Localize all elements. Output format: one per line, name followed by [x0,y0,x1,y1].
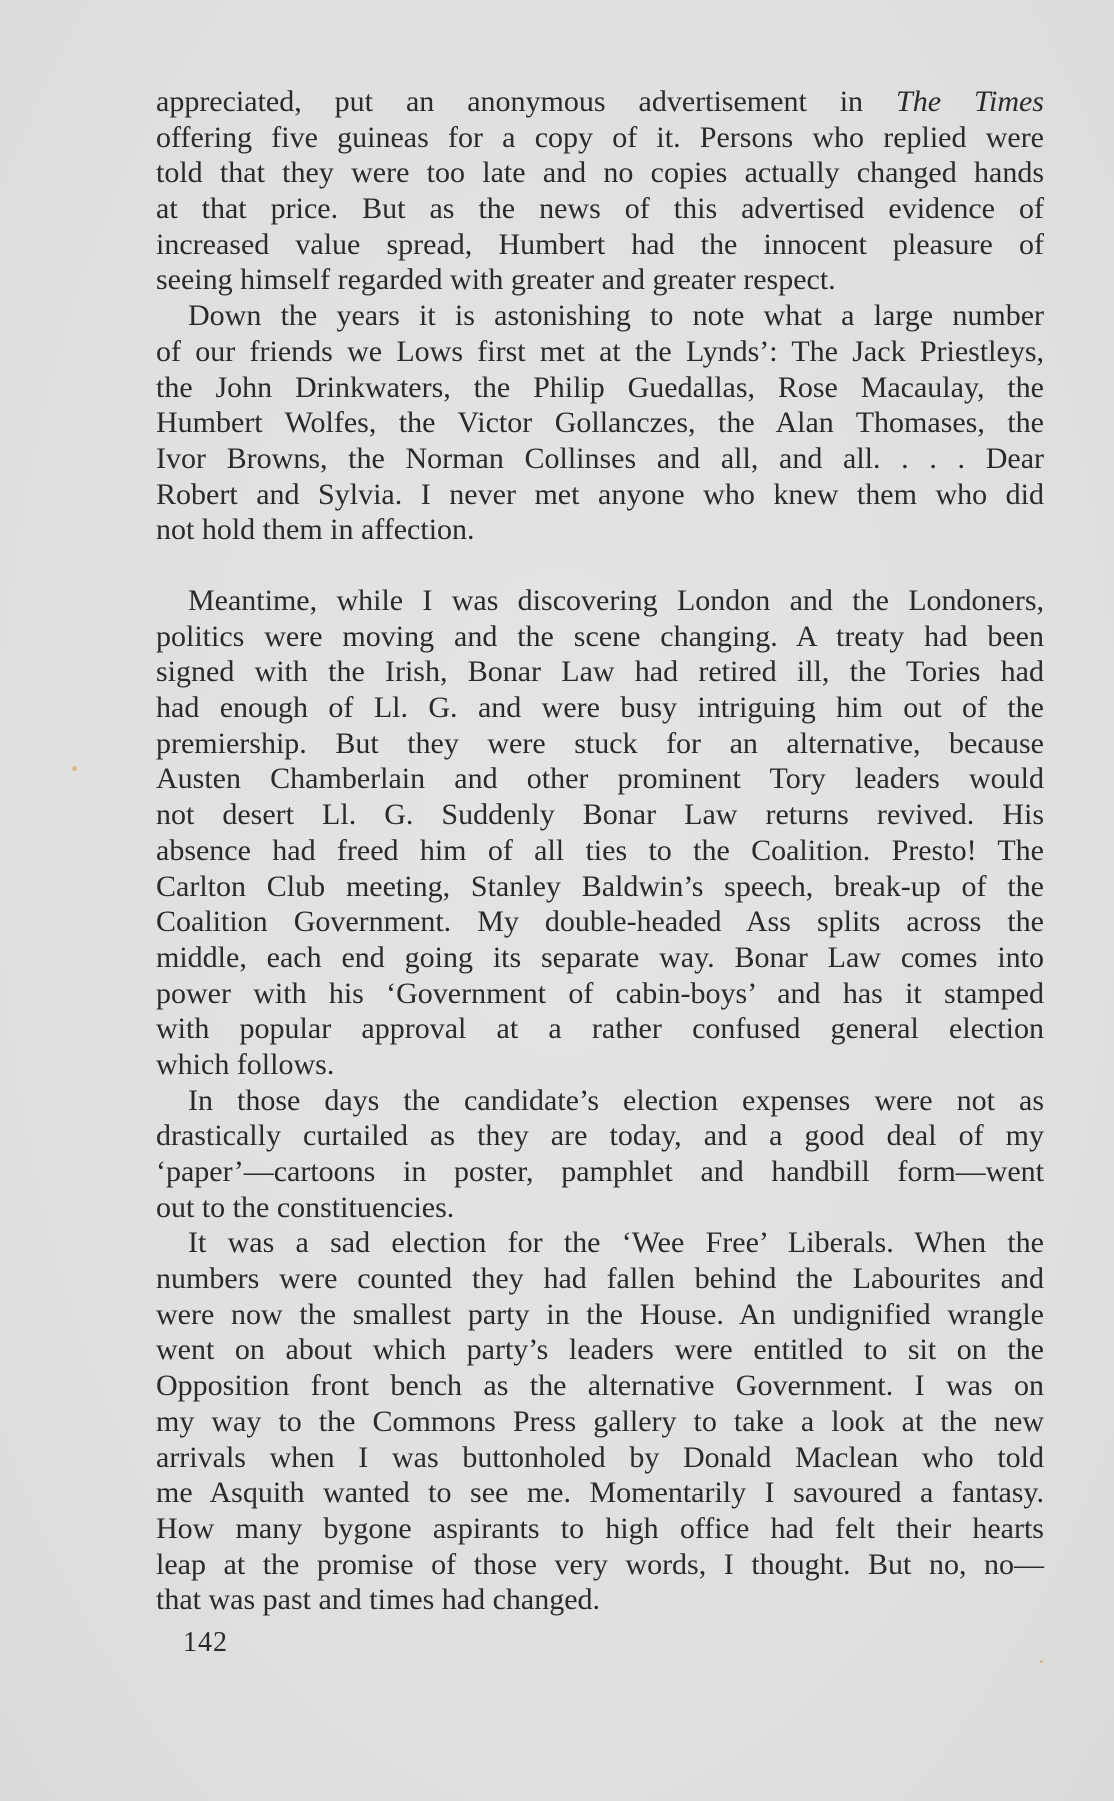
text-line-content: of our friends we Lows first met at the Lynds’: The Jack Priestleys, [156,334,1044,368]
text-line-content: drastically curtailed as they are today, and a good deal of my [156,1119,1044,1153]
text-line [156,1475,1044,1511]
text-line-content: increased value spread, Humbert had the innocent pleasure of [156,227,1044,261]
text-section-2 [156,583,1044,1618]
text-line-content: out to the constituencies. [156,1190,455,1224]
text-line-content: ‘paper’—cartoons in poster, pamphlet and handbill form—went [156,1155,1044,1188]
text-line [156,334,1044,370]
text-line-content: told that they were too late and no copies actually changed hands [156,156,1044,190]
text-line-content: my way to the Commons Press gallery to take a look at the new [156,1404,1044,1438]
text-line [156,869,1044,905]
text-line [156,120,1044,156]
text-line [156,797,1044,833]
text-line-content: with popular approval at a rather confused general election [156,1012,1044,1046]
text-line [156,262,1044,298]
text-line-content: not desert Ll. G. Suddenly Bonar Law returns revived. His [156,798,1044,832]
text-line [156,1225,1044,1261]
text-line [156,1332,1044,1368]
text-line-content: How many bygone aspirants to high office had felt their hearts [156,1511,1044,1545]
text-line-content: at that price. But as the news of this advertised evidence of [156,192,1044,226]
text-line-content: not hold them in affection. [156,513,475,547]
text-line [156,726,1044,762]
text-line [156,690,1044,726]
text-line [156,1440,1044,1476]
text-line-content: offering five guineas for a copy of it. Persons who replied were [156,120,1044,154]
text-line-content: numbers were counted they had fallen behind the Labourites and [156,1262,1044,1296]
text-line [156,904,1044,940]
text-line [156,512,1044,548]
text-line [156,1154,1044,1190]
text-line-content: absence had freed him of all ties to the Coalition. Presto! The [156,833,1044,867]
text-line-content: had enough of Ll. G. and were busy intriguing him out of the [156,691,1044,725]
text-line [156,1083,1044,1119]
text-line [156,1582,1044,1618]
text-line-content: Ivor Browns, the Norman Collinses and all, and all. . . . Dear [156,441,1044,475]
text-line [156,1368,1044,1404]
text-line [156,1190,1044,1226]
text-line [156,940,1044,976]
text-line [156,976,1044,1012]
text-line-content: Robert and Sylvia. I never met anyone who knew them who did [156,477,1044,511]
text-line-content: arrivals when I was buttonholed by Donald Maclean who told [156,1440,1044,1474]
text-line-content: Opposition front bench as the alternative Government. I was on [156,1369,1044,1403]
text-line [156,1297,1044,1333]
text-line [156,155,1044,191]
text-line [156,1511,1044,1547]
text-line [156,191,1044,227]
text-line-content: which follows. [156,1047,335,1081]
text-line-content: seeing himself regarded with greater and greater respect. [156,263,836,297]
text-line-content: Down the years it is astonishing to note what a large number [188,299,1044,333]
text-line [156,1547,1044,1583]
text-line-content: politics were moving and the scene changing. A treaty had been [156,619,1044,653]
text-section-1 [156,84,1044,548]
text-line [156,833,1044,869]
text-line [156,1261,1044,1297]
text-line-content: It was a sad election for the ‘Wee Free’ Liberals. When the [188,1226,1044,1260]
text-line-content: the John Drinkwaters, the Philip Guedallas, Rose Macaulay, the [156,370,1044,404]
text-line-content: were now the smallest party in the House. An undignified wrangle [156,1297,1044,1331]
text-line-content: leap at the promise of those very words, I thought. But no, no— [156,1547,1044,1581]
text-line [156,405,1044,441]
text-line [156,227,1044,263]
paper-speck [72,766,77,771]
text-line [156,654,1044,690]
text-line [156,298,1044,334]
text-line-content: middle, each end going its separate way. Bonar Law comes into [156,940,1044,974]
text-line-content: Coalition Government. My double-headed Ass splits across the [156,905,1044,939]
text-line-content: premiership. But they were stuck for an alternative, because [156,726,1044,760]
text-line [156,441,1044,477]
text-line-content: In those days the candidate’s election expenses were not as [188,1083,1044,1117]
text-line-content: Meantime, while I was discovering London and the Londoners, [188,584,1044,617]
paper-speck [1040,1660,1043,1663]
text-line [156,619,1044,655]
text-line [156,1404,1044,1440]
text-line-content: signed with the Irish, Bonar Law had retired ill, the Tories had [156,655,1044,689]
text-line-content: appreciated, put an anonymous advertisement in [156,85,897,118]
page-number: 142 [183,1627,228,1658]
text-line [156,583,1044,619]
text-line [156,1011,1044,1047]
italic-title: The Times [896,85,1044,118]
text-line [156,1047,1044,1083]
text-line-content: me Asquith wanted to see me. Momentarily I savoured a fantasy. [156,1476,1044,1510]
text-line-content: went on about which party’s leaders were entitled to sit on the [156,1333,1044,1367]
text-line [156,370,1044,406]
text-line-content: Austen Chamberlain and other prominent Tory leaders would [156,762,1044,796]
text-line-content: that was past and times had changed. [156,1583,601,1617]
text-line [156,1118,1044,1154]
text-line-content: Humbert Wolfes, the Victor Gollanczes, the Alan Thomases, the [156,406,1044,440]
text-line-content: power with his ‘Government of cabin-boys’ and has it stamped [156,976,1044,1010]
text-line-content: Carlton Club meeting, Stanley Baldwin’s speech, break-up of the [156,869,1044,903]
text-line [156,761,1044,797]
text-line [156,84,1044,120]
text-line [156,477,1044,513]
